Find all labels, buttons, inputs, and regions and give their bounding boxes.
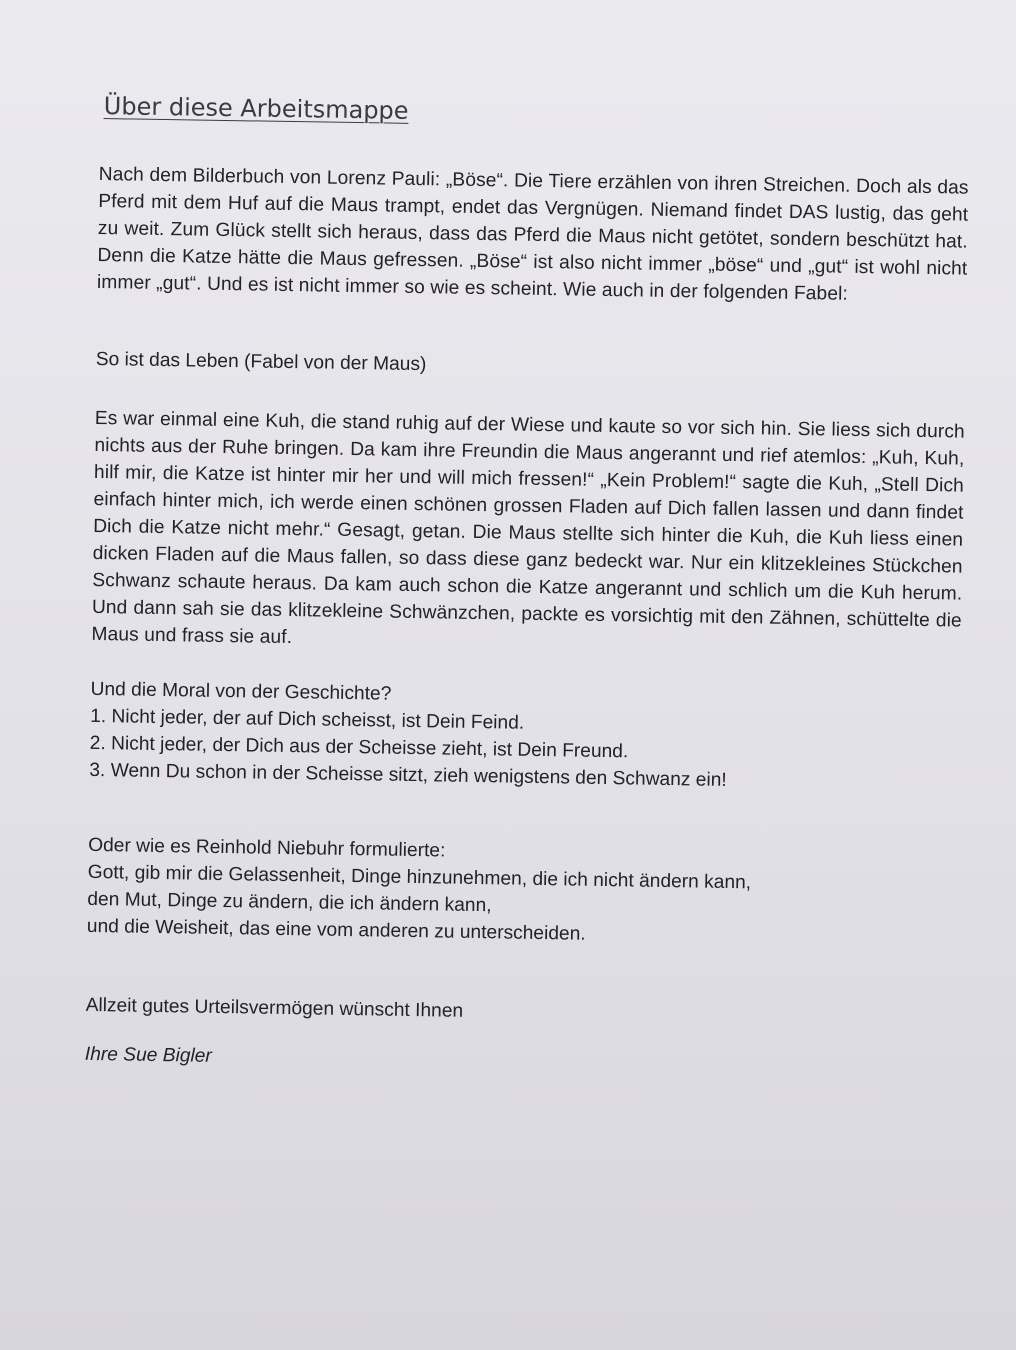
signature: Ihre Sue Bigler [84, 1043, 212, 1067]
fable-title: So ist das Leben (Fabel von der Maus) [95, 348, 427, 375]
moral-item: 1. Nicht jeder, der auf Dich scheisst, ist Dein Feind. [90, 705, 525, 734]
prayer-line: den Mut, Dinge zu ändern, die ich ändern kann, [87, 888, 492, 917]
page-content [85, 92, 970, 1081]
intro-paragraph: Nach dem Bilderbuch von Lorenz Pauli: „Böse“. Die Tiere erzählen von ihren Streichen. Doch als das Pferd mit dem Huf auf die Maus trampt, endet das Vergnügen. Niemand findet DAS lustig, das geht zu weit. Zum Glück stellt sich heraus, dass das Pferd die Maus nicht getötet, sondern beschützt hat. Denn die Katze hätte die Maus gefressen. „Böse“ ist also nicht immer „böse“ und „gut“ ist wohl nicht immer „gut“. Und es ist nicht immer so wie es scheint. Wie auch in der folgenden Fabel: [96, 163, 969, 305]
closing-line: Allzeit gutes Urteilsvermögen wünscht Ihnen [85, 994, 464, 1022]
niebuhr-intro: Oder wie es Reinhold Niebuhr formulierte: [88, 834, 446, 862]
prayer-line: Gott, gib mir die Gelassenheit, Dinge hinzunehmen, die ich nicht ändern kann, [87, 861, 752, 894]
page-title: Über diese Arbeitsmappe [103, 92, 409, 125]
serenity-prayer [87, 859, 958, 954]
moral-list [89, 703, 960, 798]
prayer-line: und die Weisheit, das eine vom anderen zu unterscheiden. [86, 915, 586, 945]
moral-item: 2. Nicht jeder, der Dich aus der Scheisse zieht, ist Dein Freund. [89, 732, 629, 763]
moral-question: Und die Moral von der Geschichte? [90, 678, 392, 705]
fable-paragraph: Es war einmal eine Kuh, die stand ruhig auf der Wiese und kaute so vor sich hin. Sie liess sich durch nichts aus der Ruhe bringen. Da kam ihre Freundin die Maus angerannt und rief atemlos: „Kuh, Kuh, hilf mir, die Katze ist hinter mir her und will mich fressen!“ „Kein Problem!“ sagte die Kuh, „Stell Dich einfach hinter mich, ich werde einen schönen grossen Fladen auf Dich fallen lassen und dann findet Dich die Katze nicht mehr.“ Gesagt, getan. Die Maus stellte sich hinter die Kuh, die Kuh liess einen dicken Fladen auf die Maus fallen, so dass diese ganz bedeckt war. Nur ein klitzekleines Stückchen Schwanz schaute heraus. Da kam auch schon die Katze angerannt und schlich um die Kuh herum. Und dann sah sie das klitzekleine Schwänzchen, packte es vorsichtig mit den Zähnen, schüttelte die Maus und frass sie auf. [91, 407, 965, 648]
moral-item: 3. Wenn Du schon in der Scheisse sitzt, zieh wenigstens den Schwanz ein! [89, 759, 727, 791]
